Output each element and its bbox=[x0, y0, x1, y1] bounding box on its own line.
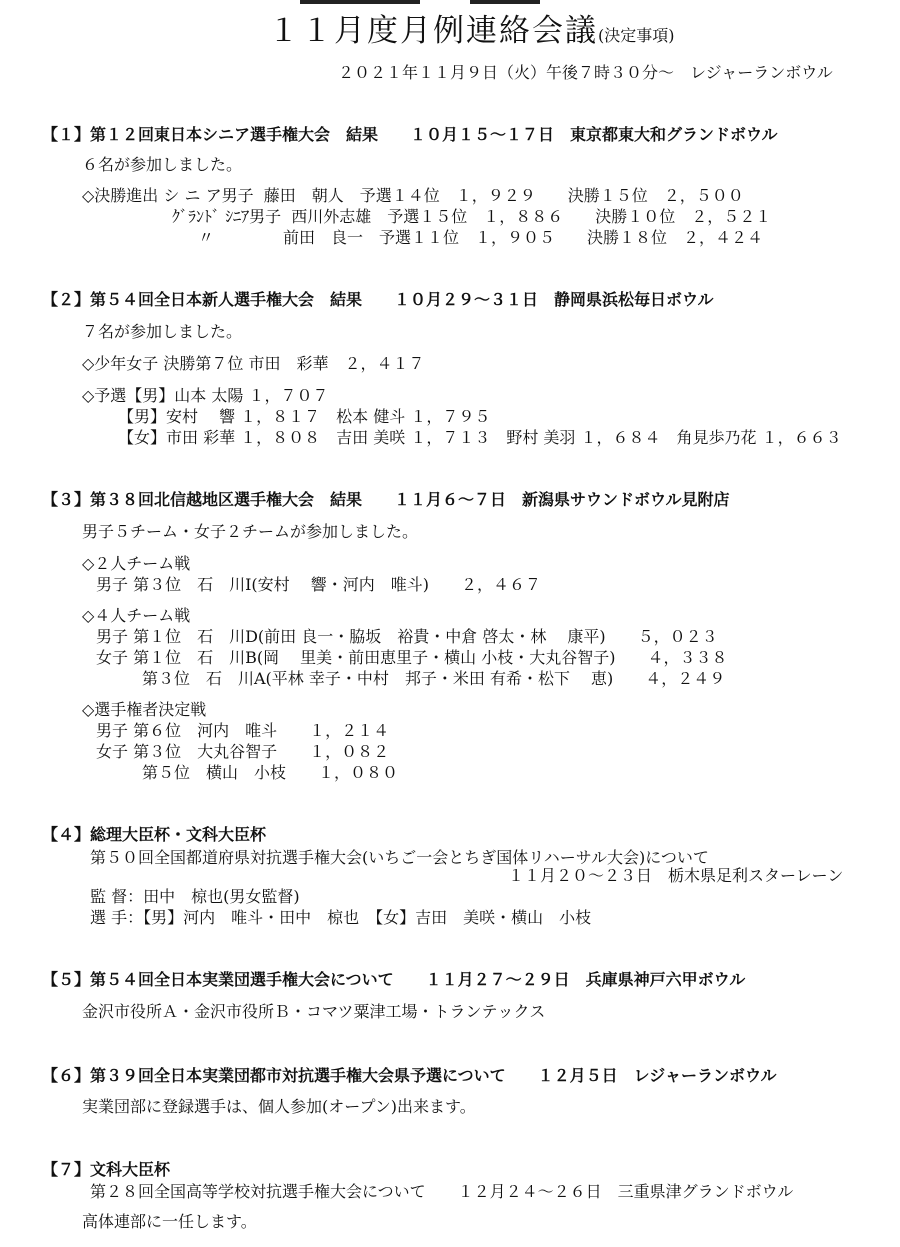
page-title bbox=[268, 12, 675, 55]
section-5-note: 金沢市役所Ａ・金沢市役所Ｂ・コマツ粟津工場・トランテックス bbox=[82, 1002, 546, 1021]
champion-row: 女子 第３位 大丸谷智子 １，０８２ bbox=[96, 742, 390, 761]
section-1-row: ◇決勝進出 シ ニ ア男子 藤田 朝人 予選１４位 １，９２９ 決勝１５位 ２，５００ bbox=[82, 186, 744, 205]
top-bar-fragment bbox=[470, 0, 540, 4]
two-team-row: 男子 第３位 石 川Ⅰ(安村 響・河内 唯斗) ２，４６７ bbox=[96, 575, 541, 594]
section-2-highlight: ◇少年女子 決勝第７位 市田 彩華 ２，４１７ bbox=[82, 354, 425, 373]
champion-row: 第５位 横山 小枝 １，０８０ bbox=[142, 763, 399, 782]
top-bar-fragment bbox=[300, 0, 420, 4]
section-4-line2: １１月２０～２３日 栃木県足利スターレーン bbox=[508, 866, 844, 885]
meeting-info: ２０２１年１１月９日（火）午後７時３０分～ レジャーランボウル bbox=[338, 63, 833, 82]
section-1-row: ｸﾞﾗﾝﾄﾞ ｼﾆｱ男子 西川外志雄 予選１５位 １，８８６ 決勝１０位 ２，５２１ bbox=[172, 207, 772, 226]
two-team-label: ◇２人チーム戦 bbox=[82, 554, 191, 573]
champion-row: 男子 第６位 河内 唯斗 １，２１４ bbox=[96, 721, 390, 740]
title-text: １１月度月例連絡会議 bbox=[268, 13, 598, 49]
section-2-row: 【女】市田 彩華 １，８０８ 吉田 美咲 １，７１３ 野村 美羽 １，６８４ 角見歩乃花 １，６６３ bbox=[118, 428, 842, 447]
section-6-note: 実業団部に登録選手は、個人参加(オープン)出来ます。 bbox=[82, 1097, 476, 1116]
section-1-row: 前田 良一 予選１１位 １，９０５ 決勝１８位 ２，４２４ bbox=[283, 228, 764, 247]
section-7-line1: 第２８回全国高等学校対抗選手権大会について １２月２４～２６日 三重県津グランドボウル bbox=[90, 1182, 794, 1201]
four-team-row: 男子 第１位 石 川D(前田 良一・脇坂 裕貴・中倉 啓太・林 康平) ５，０２３ bbox=[96, 627, 718, 646]
section-7-note: 高体連部に一任します。 bbox=[82, 1212, 257, 1231]
section-3-note: 男子５チーム・女子２チームが参加しました。 bbox=[82, 522, 419, 541]
title-subtitle: (決定事項) bbox=[598, 26, 675, 45]
section-2-heading: 【２】第５４回全日本新人選手権大会 結果 １０月２９～３１日 静岡県浜松毎日ボウル bbox=[42, 290, 714, 309]
four-team-row: 女子 第１位 石 川B(岡 里美・前田恵里子・横山 小枝・大丸谷智子) ４，３３８ bbox=[96, 648, 728, 667]
section-2-note: ７名が参加しました。 bbox=[82, 322, 243, 341]
section-4-line1: 第５０回全国都道府県対抗選手権大会(いちご一会とちぎ国体リハーサル大会)について bbox=[90, 848, 709, 867]
section-4-manager: 監 督：田中 椋也(男女監督) bbox=[90, 887, 300, 906]
four-team-row: 第３位 石 川A(平林 幸子・中村 邦子・米田 有希・松下 恵) ４，２４９ bbox=[142, 669, 726, 688]
section-1-ditto-mark: 〃 bbox=[198, 228, 215, 247]
section-4-heading: 【４】総理大臣杯・文科大臣杯 bbox=[42, 825, 267, 844]
section-6-heading: 【６】第３９回全日本実業団都市対抗選手権大会県予選について １２月５日 レジャーランボウル bbox=[42, 1066, 777, 1085]
section-1-heading: 【１】第１２回東日本シニア選手権大会 結果 １０月１５～１７日 東京都東大和グランドボウル bbox=[42, 125, 778, 144]
section-4-players: 選 手：【男】河内 唯斗・田中 椋也 【女】吉田 美咲・横山 小枝 bbox=[90, 908, 592, 927]
section-5-heading: 【５】第５４回全日本実業団選手権大会について １１月２７～２９日 兵庫県神戸六甲ボウル bbox=[42, 970, 746, 989]
section-3-heading: 【３】第３８回北信越地区選手権大会 結果 １１月６～７日 新潟県サウンドボウル見附店 bbox=[42, 490, 730, 509]
section-2-row: 【男】安村 響 １，８１７ 松本 健斗 １，７９５ bbox=[118, 407, 491, 426]
champion-label: ◇選手権者決定戦 bbox=[82, 700, 207, 719]
four-team-label: ◇４人チーム戦 bbox=[82, 606, 191, 625]
section-1-note: ６名が参加しました。 bbox=[82, 155, 243, 174]
section-7-heading: 【７】文科大臣杯 bbox=[42, 1160, 171, 1179]
section-2-row: ◇予選【男】山本 太陽 １，７０７ bbox=[82, 386, 329, 405]
